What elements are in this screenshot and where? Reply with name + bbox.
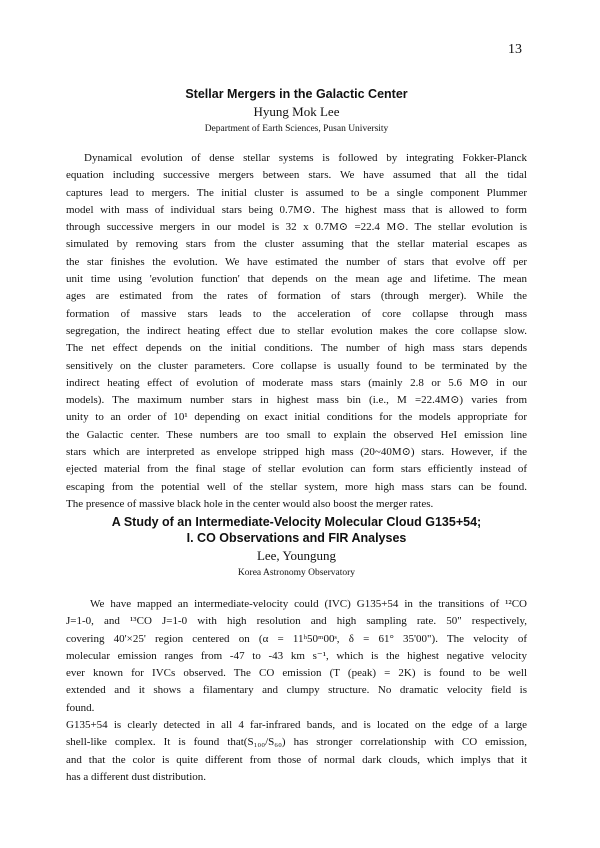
abstract-paragraph xyxy=(66,596,527,717)
abstract-line: unit time using 'evolution function' that depends on the mean age and lifetime. The mean xyxy=(66,273,527,286)
abstract-line: formation of massive stars leads to the acceleration of core collapse through mass xyxy=(66,307,527,320)
abstract-line: simulated by removing stars from the cluster assuming that the stellar material escapes as xyxy=(66,238,527,251)
abstract-line: The net effect depends on the initial conditions. The number of high mass stars depends xyxy=(66,342,527,355)
abstract-line: captures lead to mergers. The initial cluster is assumed to be a single component Plummer xyxy=(66,186,527,199)
abstract-line: extended and it shows a filamentary and clumpy structure. No dramatic velocity field is xyxy=(66,684,527,697)
article-ivc-g135 xyxy=(66,514,527,786)
article-title xyxy=(66,514,527,546)
abstract-line: molecular emission ranges from -47 to -43 km s⁻¹, which is the highest negative velocity xyxy=(66,649,527,662)
abstract-line: G135+54 is clearly detected in all 4 far-infrared bands, and is located on the edge of a large xyxy=(66,719,527,732)
author-name: Lee, Youngung xyxy=(256,548,337,563)
abstract-line: through successive mergers in our model is 32 x 0.7M⊙ =22.4 M⊙. The stellar evolution is xyxy=(66,221,527,234)
title-line: A Study of an Intermediate-Velocity Molecular Cloud G135+54; xyxy=(111,515,482,529)
author-affiliation: Department of Earth Sciences, Pusan University xyxy=(204,124,389,134)
abstract-line: the Galactic center. These numbers are too small to explain the observed HeI emission line xyxy=(66,428,527,441)
article-title xyxy=(66,86,527,102)
abstract-line: Dynamical evolution of dense stellar systems is followed by integrating Fokker-Planck xyxy=(84,152,527,164)
title-line: I. CO Observations and FIR Analyses xyxy=(186,531,407,545)
abstract-line: J=1-0, and ¹³CO J=1-0 with high resolution and high sampling rate. 50" respectively, xyxy=(66,615,527,628)
abstract-line: ages are estimated from the rates of formation of stars (through merger). While the xyxy=(66,290,527,303)
abstract-paragraph xyxy=(66,717,527,786)
abstract-line: found. xyxy=(66,701,95,714)
abstract-line: stars which are interpreted as envelope stripped high mass (20~40M⊙) stars. However, if the xyxy=(66,446,527,459)
author-name: Hyung Mok Lee xyxy=(253,104,340,119)
abstract-line: escaping from the potential well of the stellar system, more high mass stars can be found. xyxy=(66,480,527,493)
abstract-line: models). The maximum number stars in highest mass bin (i.e., M =22.4M⊙) varies from xyxy=(66,394,527,407)
abstract-line: sensitively on the cluster parameters. Core collapse is usually found to be terminated by the xyxy=(66,359,527,372)
abstract-line: model with mass of individual stars being 0.7M⊙. The highest mass that is allowed to form xyxy=(66,203,527,216)
abstract-line: ever known for IVCs observed. The CO emission (T (peak) = 2K) is found to be well xyxy=(66,667,527,680)
title-line: Stellar Mergers in the Galactic Center xyxy=(185,87,408,101)
article-stellar-mergers xyxy=(66,86,527,513)
abstract-paragraph xyxy=(66,150,527,513)
author-affiliation: Korea Astronomy Observatory xyxy=(237,568,356,578)
abstract-line: shell-like complex. It is found that(S₁₀₀/S₆₀) has stronger correlationship with CO emission, xyxy=(66,736,527,749)
abstract-line: equation including successive mergers between stars. We have assumed that all the tidal xyxy=(66,169,527,182)
abstract-line: indirect heating effect of evolution of moderate mass stars (mainly 2.8 or 5.6 M⊙ in our xyxy=(66,376,527,389)
abstract-line: covering 40'×25' region centered on (α = 11ʰ50ᵐ00ˢ, δ = 61° 35'00"). The velocity of xyxy=(66,632,527,645)
abstract-line: ejected material from the final stage of stellar evolution can form stars efficiently instead of xyxy=(66,463,527,476)
abstract-line: and that the color is quite different from those of normal dark clouds, which implys that it xyxy=(66,753,527,766)
abstract-line: has a different dust distribution. xyxy=(66,770,207,783)
page-number: 13 xyxy=(508,42,522,57)
abstract-line: The presence of massive black hole in the center would also boost the merger rates. xyxy=(66,497,434,510)
abstract-line: We have mapped an intermediate-velocity could (IVC) G135+54 in the transitions of ¹²CO xyxy=(90,598,527,610)
abstract-line: the star finishes the evolution. We have estimated the number of stars that evolve off per xyxy=(66,255,527,268)
abstract-line: segregation, the indirect heating effect due to stellar evolution makes the core collapse slow. xyxy=(66,324,527,337)
abstract-line: unity to an order of 10¹ depending on exact initial conditions for the models appropriate for xyxy=(66,411,527,424)
